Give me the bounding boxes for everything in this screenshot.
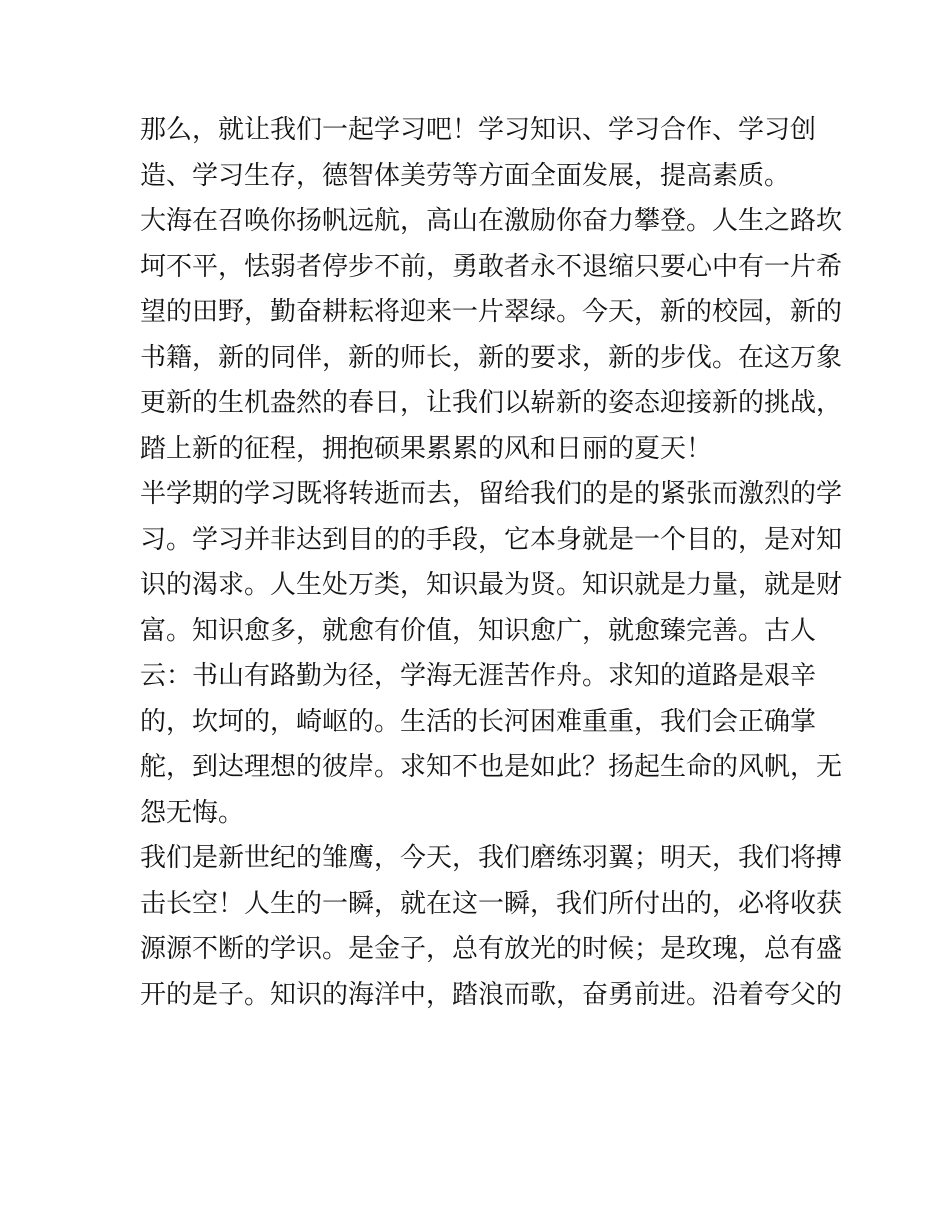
paragraph-3 <box>140 472 843 836</box>
document-body <box>140 108 843 1018</box>
text-line: 踏上新的征程，拥抱硕果累累的风和日丽的夏天！ <box>140 433 713 464</box>
text-line: 习。学习并非达到目的的手段，它本身就是一个目的，是对知 <box>140 524 843 555</box>
paragraph-1 <box>140 108 820 199</box>
paragraph-4 <box>140 836 843 1018</box>
text-line: 半学期的学习既将转逝而去，留给我们的是的紧张而激烈的学 <box>140 479 843 509</box>
paragraph-2 <box>140 199 843 472</box>
text-line: 怨无悔。 <box>140 797 245 828</box>
text-line: 识的渴求。人生处万类，知识最为贤。知识就是力量，就是财 <box>140 570 843 600</box>
text-line: 书籍，新的同伴，新的师长，新的要求，新的步伐。在这万象 <box>140 342 843 373</box>
text-line: 源源不断的学识。是金子，总有放光的时候；是玫瑰，总有盛 <box>140 934 843 964</box>
text-line: 富。知识愈多，就愈有价值，知识愈广，就愈臻完善。古人 <box>140 615 817 646</box>
text-line: 开的是子。知识的海洋中，踏浪而歌，奋勇前进。沿着夸父的 <box>140 979 843 1010</box>
text-line: 的，坎坷的，崎岖的。生活的长河困难重重，我们会正确掌 <box>140 706 817 737</box>
text-line: 击长空！人生的一瞬，就在这一瞬，我们所付出的，必将收获 <box>140 888 843 919</box>
text-line: 望的田野，勤奋耕耘将迎来一片翠绿。今天，新的校园，新的 <box>140 297 843 327</box>
text-line: 大海在召唤你扬帆远航，高山在激励你奋力攀登。人生之路坎 <box>140 206 843 236</box>
text-line: 我们是新世纪的雏鹰，今天，我们磨练羽翼；明天，我们将搏 <box>140 843 843 873</box>
text-line: 造、学习生存，德智体美劳等方面全面发展，提高素质。 <box>140 160 791 191</box>
text-line: 更新的生机盎然的春日，让我们以崭新的姿态迎接新的挑战， <box>140 388 843 418</box>
text-line: 舵，到达理想的彼岸。求知不也是如此？扬起生命的风帆，无 <box>140 752 843 782</box>
text-line: 坷不平，怯弱者停步不前，勇敢者永不退缩只要心中有一片希 <box>140 251 843 282</box>
text-line: 那么，就让我们一起学习吧！学习知识、学习合作、学习创 <box>140 115 817 145</box>
text-line: 云：书山有路勤为径，学海无涯苦作舟。求知的道路是艰辛 <box>140 661 817 691</box>
